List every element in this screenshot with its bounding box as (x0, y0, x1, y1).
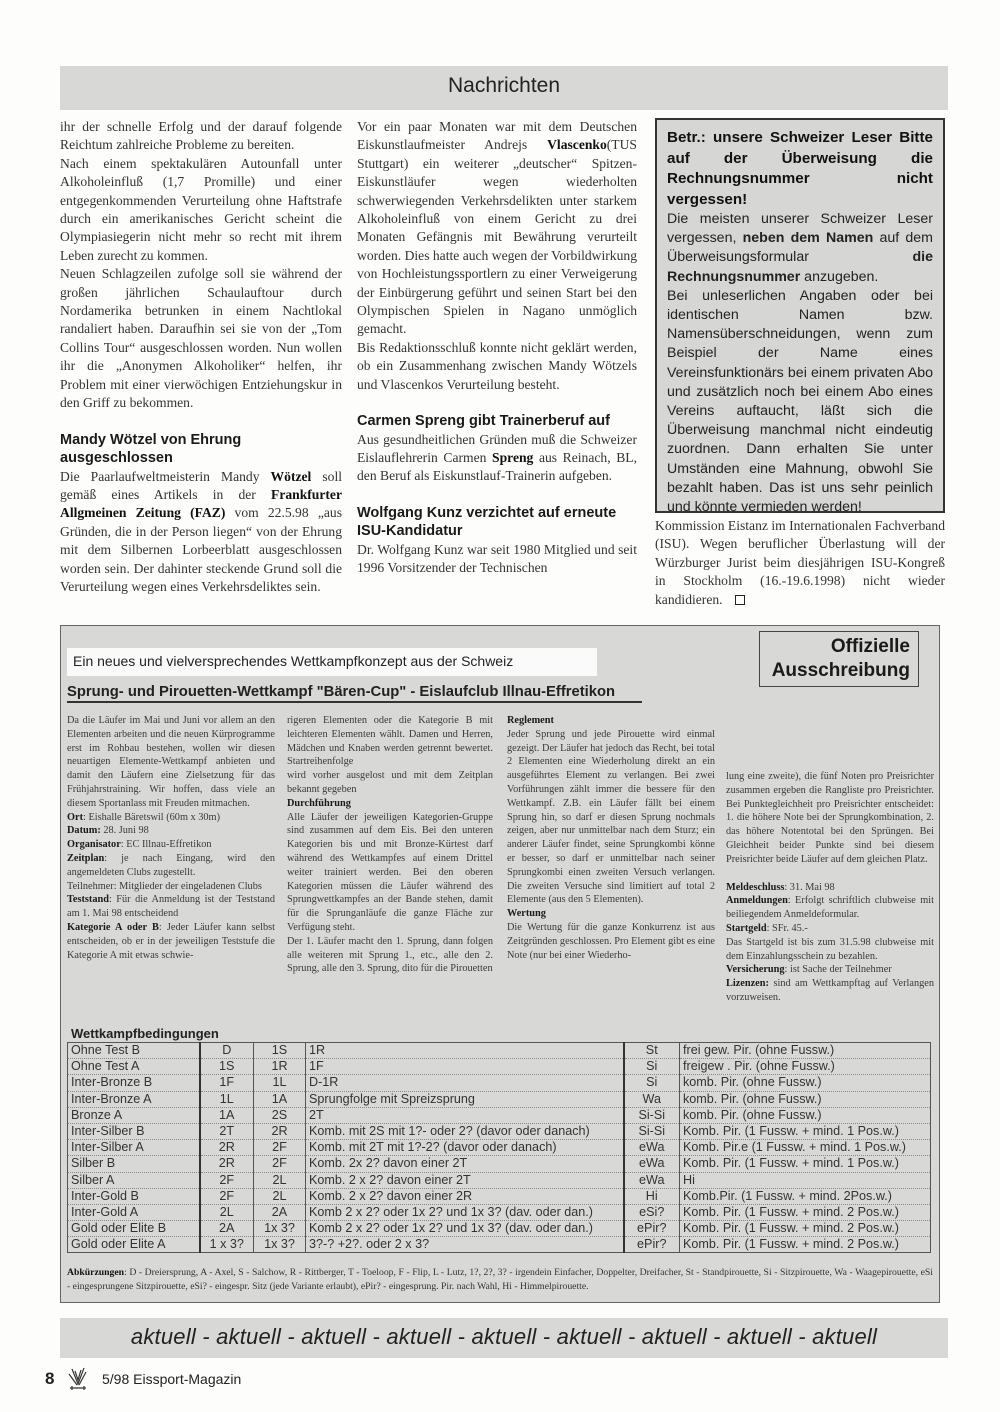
jump-1-cell: 2T (200, 1123, 254, 1139)
end-square-icon (735, 595, 745, 605)
pirouette-1-cell: Si (624, 1059, 680, 1075)
competition-column-1 (67, 714, 275, 962)
column-3-continuation (655, 517, 945, 609)
category-cell: Ohne Test B (68, 1043, 200, 1059)
jump-1-cell: 2F (200, 1172, 254, 1188)
venue: Ort: Eishalle Bäretswil (60m x 30m) (67, 811, 220, 823)
paragraph: rigeren Elementen oder die Kategorie B mit leichteren Elementen wählt. Damen und Herren, Mädchen und Knaben werden getrennt bewertet. Startreihenfolge (287, 715, 493, 768)
jump-2-cell: 2R (254, 1123, 306, 1139)
pirouette-1-cell: eWa (624, 1140, 680, 1156)
table-row (68, 1043, 931, 1059)
paragraph: Der 1. Läufer macht den 1. Sprung, dann folgen alle weiteren mit Sprung 1., etc., alle den 2. Sprung, alle den 3. Sprung, dito für die Pirouetten (287, 935, 493, 975)
table-row (68, 1204, 931, 1220)
combination-cell: Komb. 2 x 2? davon einer 2T (306, 1172, 624, 1188)
category-cell: Inter-Gold B (68, 1188, 200, 1204)
footer-banner-text: aktuell - aktuell - aktuell - aktuell - aktuell - aktuell - aktuell - aktuell - aktuell (130, 1324, 878, 1349)
combination-cell: D-1R (306, 1075, 624, 1091)
notice-paragraph: Die meisten unserer Schweizer Leser vergessen, neben dem Namen auf dem Überweisungsformular die Rechnungsnummer anzugeben. (667, 211, 933, 285)
rules-text: Jeder Sprung und jede Pirouette wird einmal gezeigt. Der Läufer hat jedoch das Recht, bei total 2 Elementen eine Wiederholung direkt an ein ausgeführtes Element zu verlangen. Bei zwei Vorführungen zählt immer die bessere für den Wettkampf. Z.B. ein Läufer fällt bei einem Sprung hin, so darf er diesen Sprung nochmals zeigen, aber nur unmittelbar nach dem Sturz; ein anderer Läufer findet, seine Sprungkombi könne er besser, so darf er unmittelbar nach seiner Sprungkombi einen zweiten Versuch verlangen. Die zweiten Versuche sind limitiert auf total 2 Elemente (aus den 5 Elementen). (507, 728, 715, 906)
pirouette-1-cell: ePir? (624, 1221, 680, 1237)
jump-1-cell: 1F (200, 1075, 254, 1091)
jump-1-cell: 2R (200, 1156, 254, 1172)
jump-1-cell: D (200, 1043, 254, 1059)
jump-1-cell: 1 x 3? (200, 1237, 254, 1253)
issue-label: 5/98 Eissport-Magazin (102, 1371, 242, 1387)
category-cell: Inter-Gold A (68, 1204, 200, 1220)
entry-fee-note: Das Startgeld ist bis zum 31.5.98 clubweise mit dem Einzahlungsschein zu bezahlen. (726, 936, 934, 962)
table-row (68, 1140, 931, 1156)
jump-2-cell: 2F (254, 1140, 306, 1156)
entry-fee: Startgeld: SFr. 45.- (726, 922, 808, 934)
paragraph: Vor ein paar Monaten war mit dem Deutschen Eiskunstlaufmeister Andrejs Vlascenko(TUS Stuttgart) ein weiterer „deutscher“ Spitzen-Eiskunstläufer wegen wiederholten schwerwiegenden Verkehrsdelikten unter starkem Alkoholeinfluß von einem Gericht zu drei Monaten Gefängnis mit Bewährung verurteilt worden. Dies hatte auch wegen der Vorbildwirkung von Hochleistungssportlern zu einer Verweigerung der Einbürgerung geführt und seinen Start bei den Olympischen Spielen in Nagano unmöglich gemacht. (357, 119, 637, 337)
category-cell: Gold oder Elite A (68, 1237, 200, 1253)
column-1 (60, 118, 342, 596)
combination-cell: 1F (306, 1059, 624, 1075)
pirouette-2-cell: komb. Pir. (ohne Fussw.) (680, 1107, 931, 1123)
deadline: Meldeschluss: 31. Mai 98 (726, 881, 835, 893)
skater-logo-icon (64, 1366, 92, 1392)
pirouette-2-cell: Hi (680, 1172, 931, 1188)
table-row (68, 1172, 931, 1188)
jump-1-cell: 1S (200, 1059, 254, 1075)
notice-box-swiss-readers (655, 118, 945, 516)
section-header (60, 66, 948, 110)
pirouette-1-cell: eSi? (624, 1204, 680, 1220)
insurance: Versicherung: ist Sache der Teilnehmer (726, 964, 892, 976)
table-row (68, 1221, 931, 1237)
jump-2-cell: 2L (254, 1188, 306, 1204)
procedure-text: Alle Läufer der jeweiligen Kategorien-Gruppe sind zusammen auf dem Eis. Bei den unteren Kategorien bis und mit Bronze-Kürtest darf während des Wettkampfes auf einem Drittel weiter trainiert werden. Bei den oberen Kategorien müssen die Läufer während des Sprungwettkampfes an der Bande stehen, damit für die Sprunganläufe die ganze Fläche zur Verfügung steht. (287, 811, 493, 933)
paragraph: wird vorher ausgelost und mit dem Zeitplan bekannt gegeben (287, 770, 493, 795)
combination-cell: 2T (306, 1107, 624, 1123)
jump-1-cell: 1A (200, 1107, 254, 1123)
article-headline-woetzel: Mandy Wötzel von Ehrung ausgeschlossen (60, 431, 242, 466)
table-row (68, 1107, 931, 1123)
section-title: Nachrichten (447, 74, 561, 97)
page-number: 8 (45, 1369, 55, 1388)
conditions-table (67, 1042, 931, 1253)
paragraph: ihr der schnelle Erfolg und der darauf folgende Reichtum zahlreiche Probleme zu bereiten. (60, 119, 342, 153)
combination-cell: Komb. mit 2T mit 1?-2? (davor oder danach) (306, 1140, 624, 1156)
competition-column-4 (726, 712, 934, 1005)
combination-cell: Sprungfolge mit Spreizsprung (306, 1091, 624, 1107)
pirouette-1-cell: Si-Si (624, 1107, 680, 1123)
competition-column-3 (507, 714, 715, 962)
category-cell: Ohne Test A (68, 1059, 200, 1075)
pirouette-1-cell: ePir? (624, 1237, 680, 1253)
pirouette-2-cell: komb. Pir. (ohne Fussw.) (680, 1091, 931, 1107)
competition-announcement (60, 625, 940, 1303)
category-cell: Silber A (68, 1172, 200, 1188)
official-announcement-label: Offizielle Ausschreibung (759, 631, 919, 687)
category: Kategorie A oder B: Jeder Läufer kann selbst entscheiden, ob er in der jeweiligen Teststufe die Kategorie A mit etwas schwie- (67, 921, 275, 961)
pirouette-2-cell: freigew . Pir. (ohne Fussw.) (680, 1059, 931, 1075)
procedure-label: Durchführung (287, 797, 351, 809)
paragraph: Nach einem spektakulären Autounfall unter Alkoholeinfluß (1,7 Promille) und einer entgegenkommenden Verurteilung ohne Haftstrafe durch ein amerikanisches Gericht scheint die Olympiasiegerin nicht mehr so recht mit ihrem Leben zurecht zu kommen. (60, 155, 342, 263)
paragraph: lung eine zweite), die fünf Noten pro Preisrichter zusammen ergeben die Rangliste pro Preisrichter. Bei Punktegleichheit pro Preisrichter entscheidet: 1. die höhere Note bei der Sprungkombination, 2. das höhere Notentotal bei den Sprüngen. Bei Gleichheit beider Punkte sind bei diesem Preisrichter beide Läufer auf dem gleichen Platz. (726, 771, 934, 865)
pirouette-2-cell: Komb. Pir. (1 Fussw. + mind. 2 Pos.w.) (680, 1237, 931, 1253)
schedule: Zeitplan: je nach Eingang, wird den angemeldeten Clubs zugestellt. (67, 852, 275, 878)
category-cell: Inter-Bronze A (68, 1091, 200, 1107)
table-row (68, 1059, 931, 1075)
table-row (68, 1091, 931, 1107)
column-2 (357, 118, 637, 578)
pirouette-1-cell: Si (624, 1075, 680, 1091)
jump-1-cell: 2F (200, 1188, 254, 1204)
article-headline-spreng: Carmen Spreng gibt Trainerberuf auf (357, 413, 610, 430)
pirouette-1-cell: eWa (624, 1172, 680, 1188)
pirouette-2-cell: Komb. Pir. (1 Fussw. + mind. 2 Pos.w.) (680, 1204, 931, 1220)
competition-subtitle: Sprung- und Pirouetten-Wettkampf "Bären-Cup" - Eislaufclub Illnau-Effretikon (67, 684, 642, 703)
combination-cell: 1R (306, 1043, 624, 1059)
test-status: Teststand: Für die Anmeldung ist der Teststand am 1. Mai 98 entscheidend (67, 894, 275, 920)
jump-2-cell: 2F (254, 1156, 306, 1172)
participants: Teilnehmer: Mitglieder der eingeladenen Clubs (67, 880, 262, 892)
rules-label: Reglement (507, 715, 554, 726)
kicker: Ein neues und vielversprechendes Wettkampfkonzept aus der Schweiz (67, 648, 597, 676)
jump-1-cell: 2A (200, 1221, 254, 1237)
category-cell: Inter-Bronze B (68, 1075, 200, 1091)
jump-2-cell: 2A (254, 1204, 306, 1220)
pirouette-1-cell: Si-Si (624, 1123, 680, 1139)
jump-2-cell: 2L (254, 1172, 306, 1188)
table-row (68, 1188, 931, 1204)
table-row (68, 1123, 931, 1139)
footer-banner (60, 1318, 948, 1358)
combination-cell: 3?-? +2?. oder 2 x 3? (306, 1237, 624, 1253)
intro-text: Da die Läufer im Mai und Juni vor allem an den Elementen arbeiten und die neuen Kürprogramme erst im Rohbau bestehen, wollen wir diesen neuartigen Elemente-Wettkampf anbieten und damit den Läufern eine Zielsetzung für das Frühjahrstraining. Wir hoffen, dass viele an diesem Sportanlass mit Freuden mitmachen. (67, 715, 275, 809)
article-body-kunz: Dr. Wolfgang Kunz war seit 1980 Mitglied und seit 1996 Vorsitzender der Technischen (357, 541, 637, 576)
jump-1-cell: 1L (200, 1091, 254, 1107)
date: Datum: 28. Juni 98 (67, 825, 149, 837)
category-cell: Gold oder Elite B (68, 1221, 200, 1237)
jump-2-cell: 1L (254, 1075, 306, 1091)
pirouette-1-cell: St (624, 1043, 680, 1059)
article-body-kunz-continued: Kommission Eistanz im Internationalen Fachverband (ISU). Wegen beruflicher Überlastung will der Würzburger Jurist beim diesjährigen ISU-Kongreß in Stockholm (16.-19.6.1998) nicht wieder kandidieren. (655, 518, 945, 607)
paragraph: Neuen Schlagzeilen zufolge soll sie während der großen jährlichen Schaulauftour durch Nordamerika betrunken in einem Nachtlokal randaliert haben. Daraufhin sei sie von der „Tom Collins Tour“ ausgeschlossen worden. Nun wollen ihr die „Anonymen Alkoholiker“ helfen, ihr Problem mit einer vierwöchigen Entziehungskur in den Griff zu bekommen. (60, 266, 342, 411)
category-cell: Inter-Silber B (68, 1123, 200, 1139)
organizer: Organisator: EC Illnau-Effretikon (67, 839, 212, 851)
combination-cell: Komb 2 x 2? oder 1x 2? und 1x 3? (dav. oder dan.) (306, 1221, 624, 1237)
notice-paragraph: Bei unleserlichen Angaben oder bei identischen Namen bzw. Namensüberschneidungen, wenn zum Beispiel der Name eines Vereinsfunktionärs bei einem privaten Abo und zusätzlich noch bei einem Abo eines Vereins auftaucht, läßt sich die Überweisung manchmal nicht eindeutig zuordnen. Dann erhalten Sie unter Umständen eine Mahnung, obwohl Sie bezahlt haben. Das ist uns sehr peinlich und könnte vermieden werden! (667, 287, 933, 516)
pirouette-2-cell: Komb. Pir.e (1 Fussw. + mind. 1 Pos.w.) (680, 1140, 931, 1156)
pirouette-1-cell: eWa (624, 1156, 680, 1172)
table-row (68, 1075, 931, 1091)
jump-1-cell: 2R (200, 1140, 254, 1156)
combination-cell: Komb. 2x 2? davon einer 2T (306, 1156, 624, 1172)
article-body-spreng: Aus gesundheitlichen Gründen muß die Schweizer Eislauflehrerin Carmen Spreng aus Reinach, BL, den Beruf als Eiskunstlauf-Trainerin aufgeben. (357, 431, 637, 484)
table-row (68, 1237, 931, 1253)
pirouette-1-cell: Wa (624, 1091, 680, 1107)
category-cell: Bronze A (68, 1107, 200, 1123)
combination-cell: Komb 2 x 2? oder 1x 2? und 1x 3? (dav. oder dan.) (306, 1204, 624, 1220)
registration: Anmeldungen: Erfolgt schriftlich clubweise mit beiliegendem Anmeldeformular. (726, 895, 934, 921)
conditions-table-title: Wettkampfbedingungen (71, 1026, 219, 1041)
abbreviations-legend: Abkürzungen: D - Dreiersprung, A - Axel, S - Salchow, R - Rittberger, T - Toeloop, F - Flip, L - Lutz, 1?, 2?, 3? - irgendein Einfacher, Doppelter, Dreifacher, St - Standpirouette, Si - Sitzpirouette, Wa - Waagepirouette, eSi - eingesprungene Sitzpirouette, eSi? - eingespr. Sitz (jede Variante erlaubt), ePir? - eingesprung. Pir. nach Wahl, Hi - Himmelpirouette. (67, 1267, 933, 1292)
pirouette-1-cell: Hi (624, 1188, 680, 1204)
scoring-label: Wertung (507, 908, 546, 920)
category-cell: Silber B (68, 1156, 200, 1172)
pirouette-2-cell: Komb. Pir. (1 Fussw. + mind. 2 Pos.w.) (680, 1221, 931, 1237)
pirouette-2-cell: Komb. Pir. (1 Fussw. + mind. 1 Pos.w.) (680, 1123, 931, 1139)
jump-2-cell: 1A (254, 1091, 306, 1107)
jump-2-cell: 1R (254, 1059, 306, 1075)
scoring-text: Die Wertung für die ganze Konkurrenz ist aus Zeitgründen geschlossen. Pro Element gibt es eine Note (nur bei einer Wiederho- (507, 921, 715, 961)
table-row (68, 1156, 931, 1172)
licenses: Lizenzen: sind am Wettkampftag auf Verlangen vorzuweisen. (726, 978, 934, 1003)
jump-2-cell: 1S (254, 1043, 306, 1059)
pirouette-2-cell: komb. Pir. (ohne Fussw.) (680, 1075, 931, 1091)
pirouette-2-cell: Komb. Pir. (1 Fussw. + mind. 1 Pos.w.) (680, 1156, 931, 1172)
jump-1-cell: 2L (200, 1204, 254, 1220)
paragraph: Bis Redaktionsschluß konnte nicht geklärt werden, ob ein Zusammenhang zwischen Mandy Wötzels und Vlascenkos Verurteilung besteht. (357, 339, 637, 392)
category-cell: Inter-Silber A (68, 1140, 200, 1156)
article-headline-kunz: Wolfgang Kunz verzichtet auf erneute ISU-Kandidatur (357, 504, 617, 540)
combination-cell: Komb. mit 2S mit 1?- oder 2? (davor oder danach) (306, 1123, 624, 1139)
pirouette-2-cell: Komb.Pir. (1 Fussw. + mind. 2Pos.w.) (680, 1188, 931, 1204)
jump-2-cell: 2S (254, 1107, 306, 1123)
competition-column-2 (287, 714, 493, 976)
pirouette-2-cell: frei gew. Pir. (ohne Fussw.) (680, 1043, 931, 1059)
article-body-woetzel: Die Paarlaufweltmeisterin Mandy Wötzel soll gemäß eines Artikels in der Frankfurter Allgmeinen Zeitung (FAZ) vom 22.5.98 „aus Gründen, die in der Person liegen“ von der Ehrung mit dem Silbernen Lorbeerblatt ausgeschlossen worden sein. Der dahinter steckende Grund soll die Verurteilung wegen eines Verkehrsdeliktes sein. (60, 468, 342, 594)
jump-2-cell: 1x 3? (254, 1237, 306, 1253)
notice-headline: Betr.: unsere Schweizer Leser Bitte auf der Überweisung die Rechnungsnummer nicht vergessen! (667, 129, 933, 208)
jump-2-cell: 1x 3? (254, 1221, 306, 1237)
combination-cell: Komb. 2 x 2? davon einer 2R (306, 1188, 624, 1204)
